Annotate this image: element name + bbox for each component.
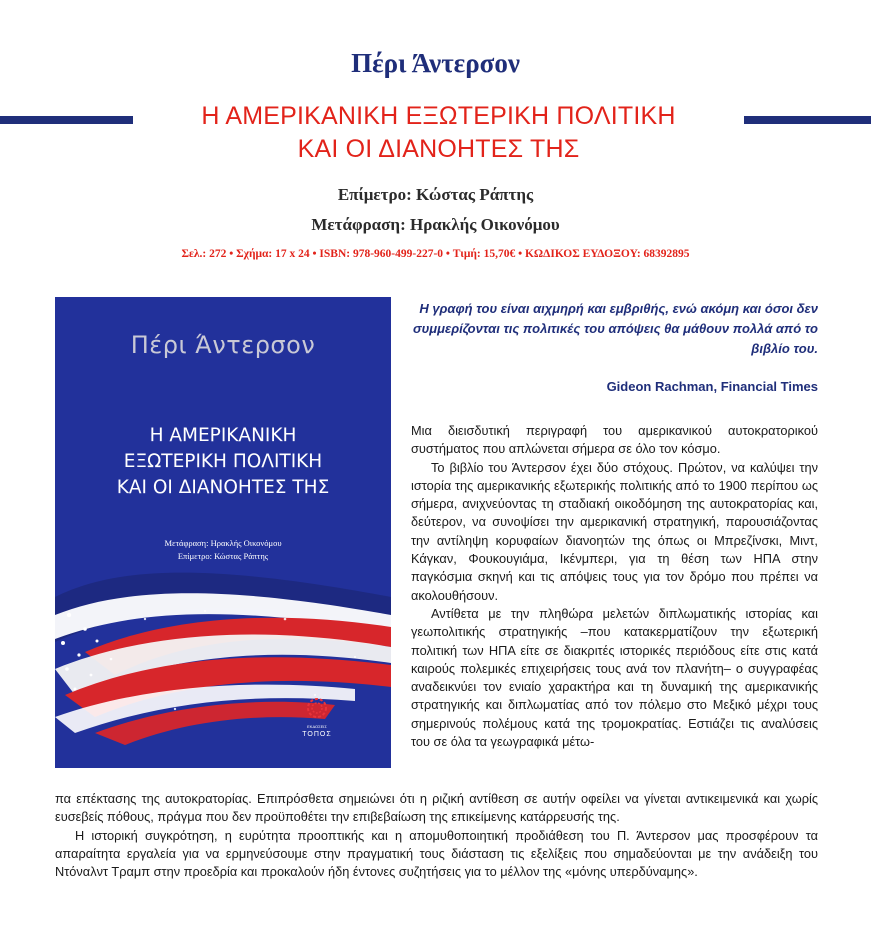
title-rule-right	[744, 116, 871, 124]
publisher-logo	[297, 697, 337, 738]
translation-credit: Μετάφραση: Ηρακλής Οικονόμου	[311, 215, 560, 234]
cover-author: Πέρι Άντερσον	[130, 331, 316, 359]
book-cover	[55, 297, 391, 768]
cover-title-line-2: ΕΞΩΤΕΡΙΚΗ ΠΟΛΙΤΙΚΗ	[123, 451, 323, 472]
review-quote: Η γραφή του είναι αιχμηρή και εμβριθής, ενώ ακόμη και όσοι δεν συμμερίζονται τις πολιτικές του απόψεις θα μάθουν πολλά από το βιβλίο του.	[412, 301, 818, 356]
review-source: Gideon Rachman, Financial Times	[606, 379, 818, 394]
publisher-name: ΤΟΠΟΣ	[302, 731, 332, 738]
description-paragraph-2: Το βιβλίο του Άντερσον έχει δύο στόχους. Πρώτον, να καλύψει την ιστορία της αμερικανικής εξωτερικής πολιτικής από το 1900 περίπου ως σήμερα, ανιχνεύοντας τη σταδιακή οικοδόμηση της αυτοκρατορίας και, δεύτερον, να συνοψίσει την αμερικανική στρατηγική, παρουσιάζοντας την αντίληψη κορυφαίων διανοητών της όπως οι Μπρεζίνσκι, Μιντ, Κάγκαν, Φουκουγιάμα, Ικένμπερι, για τη θέση των ΗΠΑ στην παγκόσμια σκηνή και τις απόψεις τους για τον δρόμο που πρέπει να ακολουθήσουν.	[411, 459, 818, 603]
title-rule-left	[0, 116, 133, 124]
afterword-credit: Επίμετρο: Κώστας Ράπτης	[337, 185, 534, 204]
book-author: Πέρι Άντερσον	[351, 48, 520, 78]
description-paragraph-3-continued: πα επέκτασης της αυτοκρατορίας. Επιπρόσθετα σημειώνει ότι η ριζική αντίθεση σε αυτήν οφείλει να γίνεται αντικειμενικά και χωρίς ευσεβείς πόθους, πράγμα που δεν προϋποθέτει την επιβεβαίωση της επικείμενης κατάρρευσής της.	[55, 791, 818, 825]
cover-translation-credit: Μετάφραση: Ηρακλής Οικονόμου	[164, 538, 282, 548]
publisher-logo-icon	[306, 697, 328, 719]
book-details: Σελ.: 272 • Σχήμα: 17 x 24 • ISBN: 978-960-499-227-0 • Τιμή: 15,70€ • ΚΩΔΙΚΟΣ ΕΥΔΟΞΟΥ: 68392895	[181, 248, 690, 260]
book-title-line-2: ΚΑΙ ΟΙ ΔΙΑΝΟΗΤΕΣ ΤΗΣ	[297, 135, 580, 163]
cover-title-line-3: ΚΑΙ ΟΙ ΔΙΑΝΟΗΤΕΣ ΤΗΣ	[116, 477, 330, 498]
cover-afterword-credit: Επίμετρο: Κώστας Ράπτης	[177, 551, 269, 561]
flag-stripes-illustration	[55, 297, 391, 768]
description-column	[411, 422, 818, 751]
description-paragraph-3: Αντίθετα με την πληθώρα μελετών διπλωματικής ιστορίας και γεωπολιτικής στρατηγικής –που κατακερματίζουν την εξωτερική πολιτική των ΗΠΑ είτε σε διακριτές ιστορικές περιόδους είτε στις κατά καιρούς πολεμικές επιχειρήσεις τους ανά τον πλανήτη– ο συγγραφέας αναδεικνύει τον ενιαίο χαρακτήρα και τη δυναμική της αμερικανικής στρατηγικής και διπλωματίας από τον πόλεμο στο Μεξικό μέχρι τους σημερινούς πολέμους κατά της τρομοκρατίας. Εστιάζει τις αναλύσεις του σε όλα τα γεωγραφικά μέτω-	[411, 605, 818, 750]
cover-title	[55, 423, 391, 501]
description-paragraph-1: Μια διεισδυτική περιγραφή του αμερικανικού αυτοκρατορικού συστήματος που απλώνεται σήμερα σε όλο τον κόσμο.	[411, 423, 818, 457]
description-paragraph-4: Η ιστορική συγκρότηση, η ευρύτητα προοπτικής και η απομυθοποιητική προδιάθεση του Π. Άντερσον μας προσφέρουν τα απαραίτητα εργαλεία για να ερμηνεύσουμε στην πραγματική τους διάσταση τις εξελίξεις που σημαδεύονται με την ανάδειξη του Ντόναλντ Τραμπ στην προεδρία και προκαλούν ήδη έντονες συζητήσεις για το μέλλον της «μόνης υπερδύναμης».	[55, 827, 818, 880]
book-title	[133, 100, 744, 166]
description-full-width	[55, 790, 818, 881]
book-title-line-1: Η ΑΜΕΡΙΚΑΝΙΚΗ ΕΞΩΤΕΡΙΚΗ ΠΟΛΙΤΙΚΗ	[201, 102, 676, 130]
publisher-label: ΕΚΔΟΣΕΙΣ	[307, 724, 327, 729]
cover-title-line-1: Η ΑΜΕΡΙΚΑΝΙΚΗ	[149, 425, 297, 446]
